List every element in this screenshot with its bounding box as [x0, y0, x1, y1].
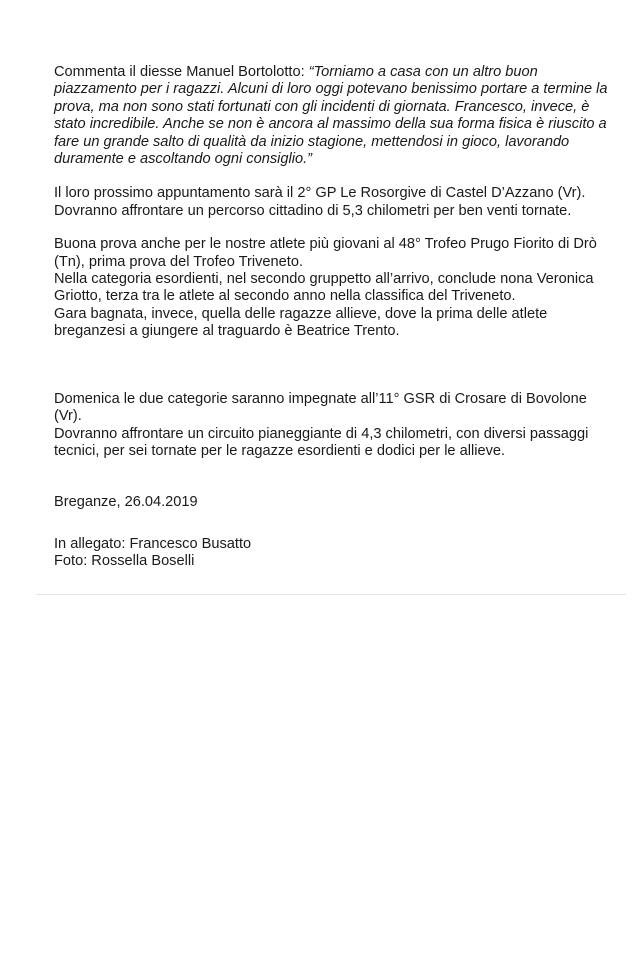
attachment-line: In allegato: Francesco Busatto: [54, 535, 252, 552]
paragraph-young-athletes-2: Nella categoria esordienti, nel secondo gruppetto all’arrivo, conclude nona Veronica Griotto, terza tra le atlete al secondo anno nella classifica del Triveneto.: [54, 271, 594, 305]
document-body: [54, 64, 614, 571]
photo-credit: Foto: Rossella Boselli: [54, 553, 195, 570]
place-date: Breganze, 26.04.2019: [54, 494, 198, 511]
paragraph-comment: [54, 64, 614, 168]
paragraph-sunday-1: Domenica le due categorie saranno impegnate all’11° GSR di Crosare di Bovolone (Vr).: [54, 390, 587, 425]
paragraph-sunday-2: Dovranno affrontare un circuito pianeggiante di 4,3 chilometri, con diversi passaggi tecnici, per sei tornate per le ragazze esordienti e dodici per le allieve.: [54, 425, 589, 459]
comment-quote: “Torniamo a casa con un altro buon piazzamento per i ragazzi. Alcuni di loro oggi potevano benissimo portare a termine la prova, ma non sono stati fortunati con gli incidenti di giornata. Francesco, invece, è stato incredibile. Anche se non è ancora al massimo della sua forma fisica è riuscito a fare un grande salto di qualità da inizio stagione, mettendosi in gioco, lavorando duramente e ascoltando ogni consiglio.”: [54, 64, 608, 168]
comment-lead: Commenta il diesse Manuel Bortolotto:: [54, 64, 309, 80]
paragraph-young-athletes-1: Buona prova anche per le nostre atlete più giovani al 48° Trofeo Prugo Fiorito di Drò (Tn), prima prova del Trofeo Triveneto.: [54, 236, 597, 270]
page-divider: [36, 594, 626, 595]
paragraph-next-race: Il loro prossimo appuntamento sarà il 2° GP Le Rosorgive di Castel D’Azzano (Vr). Dovranno affrontare un percorso cittadino di 5,3 chilometri per ben venti tornate.: [54, 185, 586, 219]
paragraph-young-athletes-3: Gara bagnata, invece, quella delle ragazze allieve, dove la prima delle atlete breganzesi a giungere al traguardo è Beatrice Trento.: [54, 305, 548, 340]
